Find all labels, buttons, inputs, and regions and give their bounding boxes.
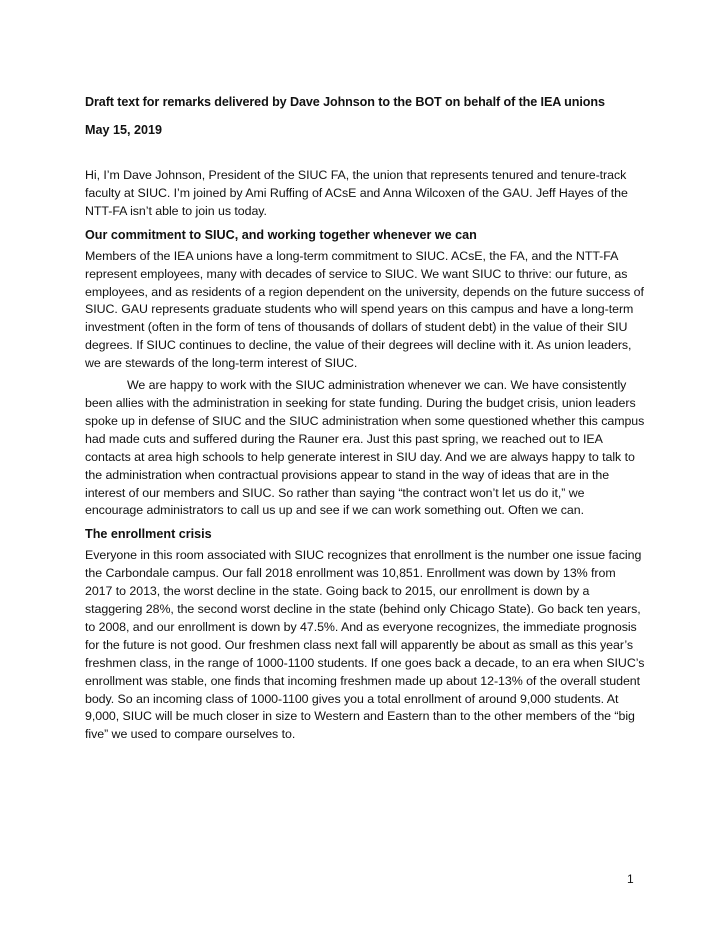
document-body (85, 93, 645, 744)
commitment-paragraph-1: Members of the IEA unions have a long-term commitment to SIUC. ACsE, the FA, and the NTT-FA represent employees, many with decades of service to SIUC. We want SIUC to thrive: our future, as employees, and as residents of a region dependent on the university, depends on the future success of SIUC. GAU represents graduate students who will spend years on this campus and have a long-term investment (often in the form of tens of thousands of dollars of student debt) in the value of their SIU degrees. If SIUC continues to decline, the value of their degrees will decline with it. As union leaders, we are stewards of the long-term interest of SIUC. (85, 248, 644, 371)
page-number: 1 (627, 872, 634, 886)
section-heading-enrollment: The enrollment crisis (85, 527, 212, 542)
commitment-paragraph-2: We are happy to work with the SIUC administration whenever we can. We have consistently been allies with the administration in seeking for state funding. During the budget crisis, union leaders spoke up in defense of SIUC and the SIUC administration when some questioned whether this campus had made cuts and suffered during the Rauner era. Just this past spring, we reached out to IEA contacts at area high schools to help generate interest in SIU day. And we are always happy to talk to the administration when contractual provisions appear to stand in the way of ideas that are in the interest of our members and SIUC. So rather than saying “the contract won’t let us do it,” we encourage administrators to call us up and see if we can work something out. Often we can. (85, 378, 645, 518)
section-heading-commitment: Our commitment to SIUC, and working together whenever we can (85, 227, 477, 242)
document-heading: Draft text for remarks delivered by Dave Johnson to the BOT on behalf of the IEA unions (85, 95, 605, 109)
enrollment-paragraph-1: Everyone in this room associated with SIUC recognizes that enrollment is the number one issue facing the Carbondale campus. Our fall 2018 enrollment was 10,851. Enrollment was down by 13% from 2017 to 2013, the worst decline in the state. Going back to 2015, our enrollment is down by a staggering 28%, the second worst decline in the state (behind only Chicago State). Go back ten years, to 2008, and our enrollment is down by 47.5%. And as everyone recognizes, the immediate prognosis for the future is not good. Our freshmen class next fall will apparently be about as small as this year’s freshmen class, in the range of 1000-1100 students. If one goes back a decade, to an era when SIUC’s enrollment was stable, one finds that incoming freshmen made up about 12-13% of the overall student body. So an incoming class of 1000-1100 gives you a total enrollment of around 9,000 students. At 9,000, SIUC will be much closer in size to Western and Eastern than to the other members of the “big five” we used to compare ourselves to. (85, 548, 645, 742)
document-date: May 15, 2019 (85, 123, 163, 137)
intro-paragraph: Hi, I’m Dave Johnson, President of the SIUC FA, the union that represents tenured and tenure-track faculty at SIUC. I’m joined by Ami Ruffing of ACsE and Anna Wilcoxen of the GAU. Jeff Hayes of the NTT-FA isn’t able to join us today. (85, 168, 628, 218)
